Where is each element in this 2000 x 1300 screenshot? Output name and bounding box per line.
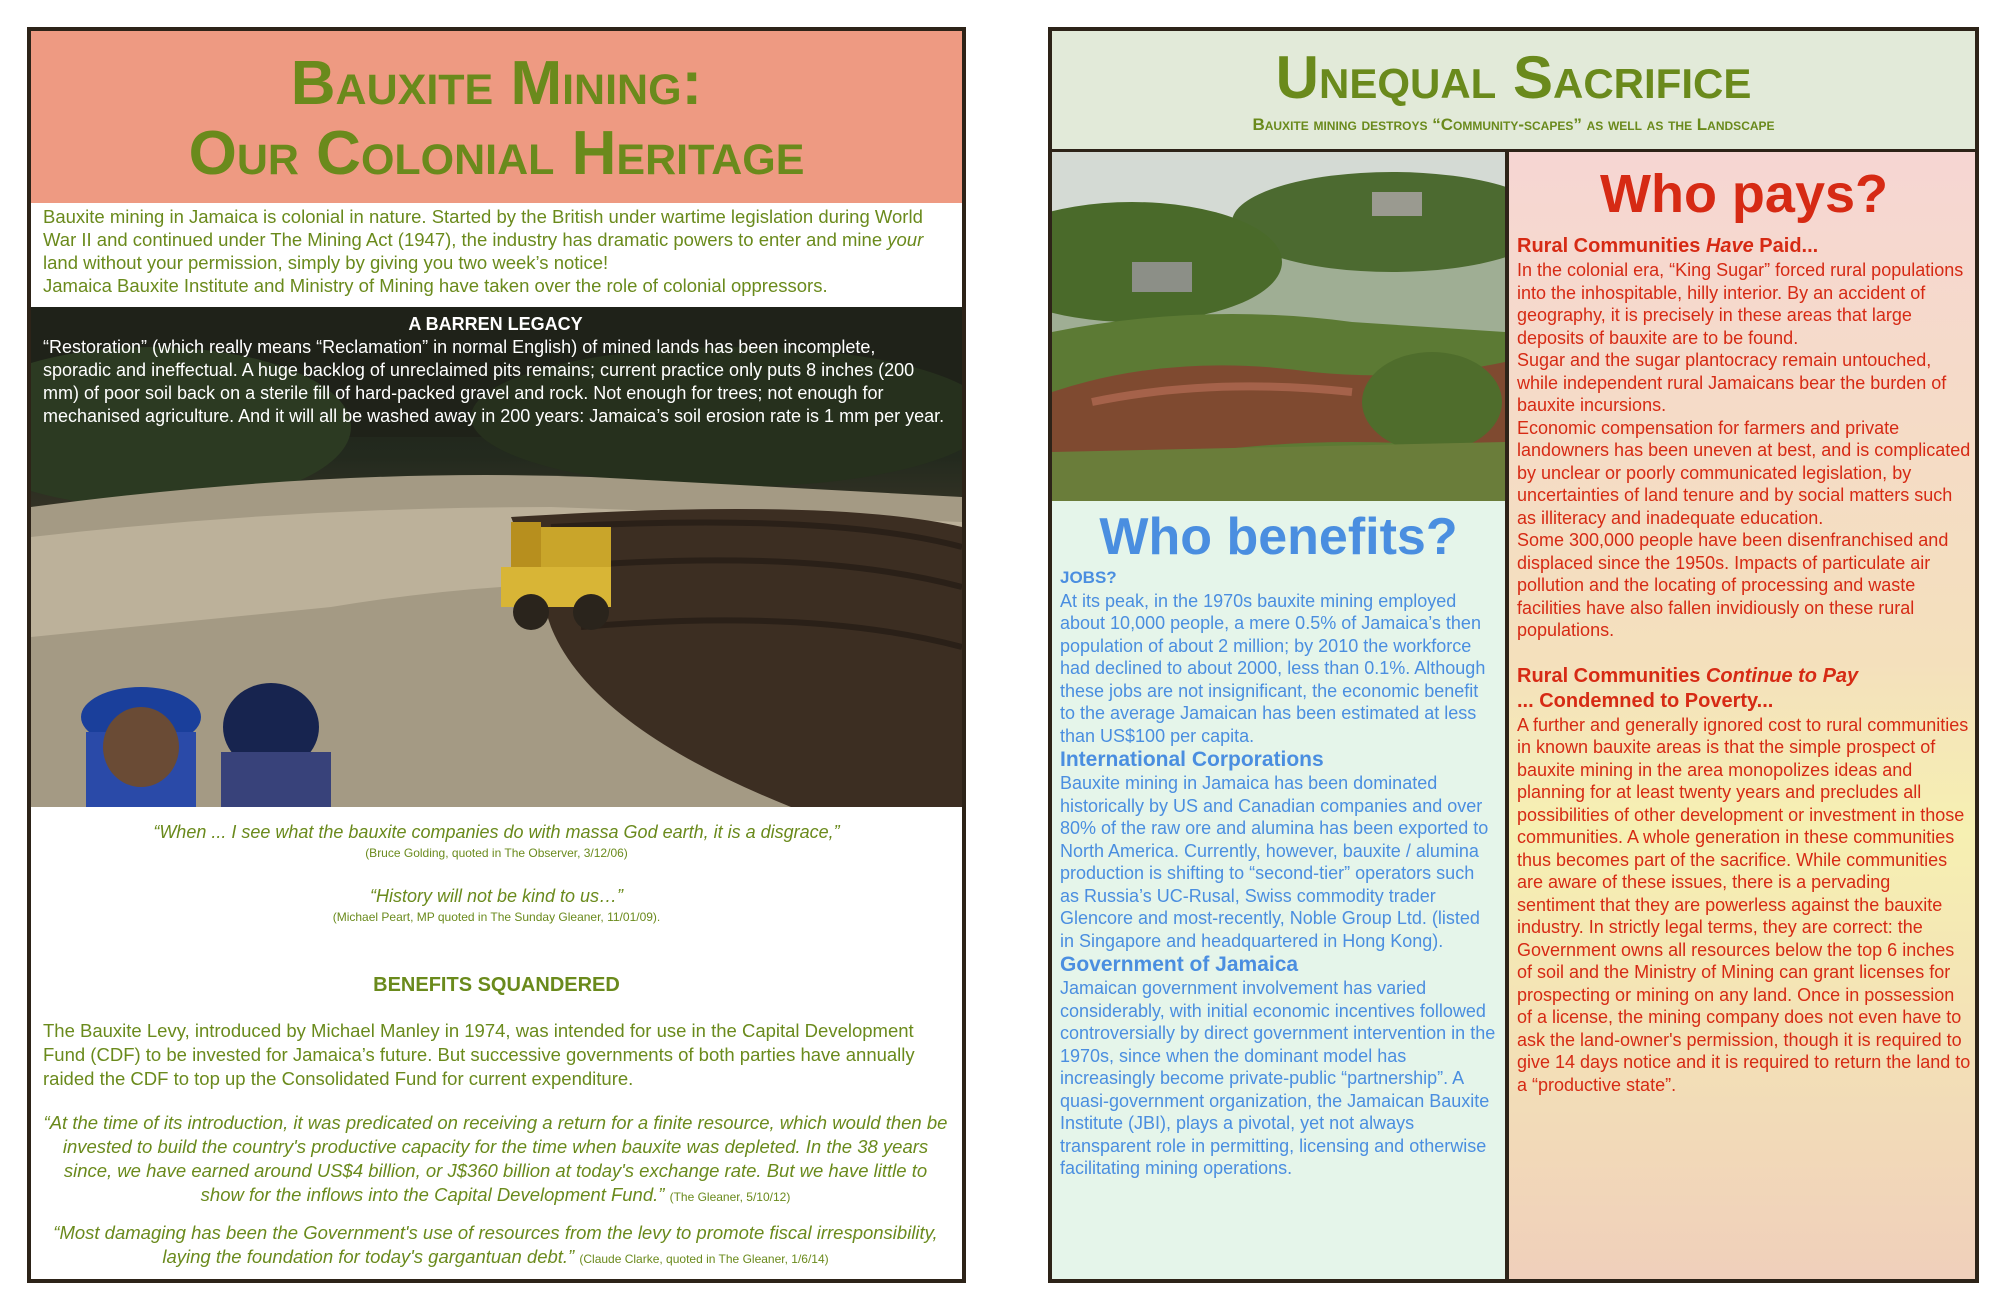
benefits-squandered-heading: BENEFITS SQUANDERED xyxy=(373,974,620,996)
right-subtitle: Bauxite mining destroys “Community-scapes” as well as the Landscape xyxy=(1252,115,1775,134)
who-pays-p5: A further and generally ignored cost to rural communities in known bauxite areas is that the simple prospect of bauxite mining in the area monopolizes ideas and planning for at least twenty years and precludes all possibilities of other development or investment in those communities. A whole generation in these communities thus becomes part of the sacrifice. While communities are aware of these issues, there is a pervading sentiment that they are powerless against the bauxite industry. In strictly legal terms, they are correct: the Government owns all resources below the top 6 inches of soil and the Ministry of Mining can grant licenses for prospecting or mining on any land. Once in possession of a license, the mining company does not even have to ask the land-owner's permission, though it is required to give 14 days notice and it is required to return the land to a “productive state”. xyxy=(1517,714,1971,1095)
government-text: Jamaican government involvement has varied considerably, with initial economic incentives followed controversially by direct government intervention in the 1970s, since when the dominant model has increasingly become private-public “partnership”. A quasi-government organization, the Jamaican Bauxite Institute (JBI), plays a pivotal, yet not always transparent role in permitting, licensing and otherwise facilitating mining operations. xyxy=(1060,978,1496,1178)
intro-p1-end: land without your permission, simply by giving you two week’s notice! xyxy=(43,252,609,273)
right-title: Unequal Sacrifice xyxy=(1275,44,1752,111)
who-benefits-heading: Who benefits? xyxy=(1099,508,1458,566)
government-heading: Government of Jamaica xyxy=(1060,953,1299,976)
right-header xyxy=(1052,31,1975,152)
barren-legacy-text: “Restoration” (which really means “Reclamation” in normal English) of mined lands has been incomplete, sporadic and ineffectual. A huge backlog of unreclaimed pits remains; current practice only puts 8 inches (200 mm) of poor soil back on a sterile fill of hard-packed gravel and rock. Not enough for trees; not enough for mechanised agriculture. And it will all be washed away in 200 years: Jamaica’s soil erosion rate is 1 mm per year. xyxy=(43,337,945,426)
rural-paid-heading xyxy=(1517,234,1971,259)
rural-paid-heading-c: Paid... xyxy=(1759,235,1819,257)
rural-continue-heading-a: Rural Communities xyxy=(1517,664,1701,687)
who-pays-p4: Some 300,000 people have been disenfranchised and displaced since the 1950s. Impacts of particulate air pollution and the locating of processing and waste facilities have also fallen invidiously on these rural populations. xyxy=(1517,530,1949,640)
intro-text xyxy=(43,205,958,297)
quote-clarke xyxy=(43,1221,948,1271)
quote-golding: “When ... I see what the bauxite companies do with massa God earth, it is a disgrace,” xyxy=(153,822,840,842)
intl-corporations-text: Bauxite mining in Jamaica has been dominated historically by US and Canadian companies and over 80% of the raw ore and alumina has been exported to North America. Currently, however, bauxite / alumina production is shifting to “second-tier” operators such as Russia’s UC-Rusal, Swiss commodity trader Glencore and most-recently, Noble Group Ltd. (listed in Singapore and headquartered in Hong Kong). xyxy=(1060,773,1489,951)
quote-golding-source: (Bruce Golding, quoted in The Observer, 3/12/06) xyxy=(365,846,628,860)
quote-gleaner-source: (The Gleaner, 5/10/12) xyxy=(669,1190,791,1204)
intro-your: your xyxy=(887,229,924,250)
right-panel xyxy=(1048,27,1979,1283)
rural-continue-heading xyxy=(1517,664,1971,689)
rural-paid-heading-a: Rural Communities xyxy=(1517,235,1701,257)
quote-peart-source: (Michael Peart, MP quoted in The Sunday Gleaner, 11/01/09). xyxy=(332,910,661,924)
quote-gleaner-text: “At the time of its introduction, it was predicated on receiving a return for a finite resource, which would then be invested to build the country's productive capacity for the time when bauxite was depleted. In the 38 years since, we have earned around US$4 billion, or J$360 billion at today's exchange rate. But we have little to show for the inflows into the Capital Development Fund.” xyxy=(43,1112,948,1205)
left-title xyxy=(31,31,962,189)
condemned-heading: ... Condemned to Poverty... xyxy=(1517,689,1774,712)
intro-p2: Jamaica Bauxite Institute and Ministry of Mining have taken over the role of colonial oppressors. xyxy=(43,275,828,296)
quote-clarke-source: (Claude Clarke, quoted in The Gleaner, 1/6/14) xyxy=(579,1252,829,1266)
who-benefits-column xyxy=(1052,501,1505,1283)
barren-legacy-heading: A BARREN LEGACY xyxy=(408,314,583,334)
rural-paid-heading-b: Have xyxy=(1705,235,1754,257)
quote-clarke-text: “Most damaging has been the Government's use of resources from the levy to promote fiscal irresponsibility, laying the foundation for today's gargantuan debt.” xyxy=(53,1222,938,1267)
barren-legacy xyxy=(43,313,948,428)
who-pays-column xyxy=(1509,152,1979,1283)
who-pays-heading: Who pays? xyxy=(1599,164,1888,224)
who-pays-p3: Economic compensation for farmers and private landowners has been uneven at best, and is complicated by unclear or poorly communicated legislation, by uncertainties of land tenure and by social matters such as illiteracy and inadequate education. xyxy=(1517,417,1971,528)
left-title-line2: Our Colonial Heritage xyxy=(188,119,805,188)
left-title-line1: Bauxite Mining: xyxy=(290,49,703,118)
bauxite-levy-text: The Bauxite Levy, introduced by Michael Manley in 1974, was intended for use in the Capital Development Fund (CDF) to be invested for Jamaica’s future. But successive governments of both parties have annually raided the CDF to top up the Consolidated Fund for current expenditure. xyxy=(43,1020,915,1089)
landscape-photo xyxy=(1052,152,1505,501)
who-benefits-text xyxy=(1052,567,1505,1180)
left-panel xyxy=(27,27,966,1283)
quote-gleaner xyxy=(43,1111,948,1209)
jobs-text: At its peak, in the 1970s bauxite mining employed about 10,000 people, a mere 0.5% of Jamaica’s then population of about 2 million; by 2010 the workforce had declined to about 2000, less than 0.1%. Although these jobs are not insignificant, the economic benefit to the average Jamaican has been estimated at less than US$100 per capita. xyxy=(1060,590,1486,746)
intl-corporations-heading: International Corporations xyxy=(1060,748,1324,771)
landscape-illustration xyxy=(1052,152,1505,501)
intro-p1: Bauxite mining in Jamaica is colonial in nature. Started by the British under wartime legislation during World War II and continued under The Mining Act (1947), the industry has dramatic powers to enter and mine xyxy=(43,206,923,250)
jobs-heading: JOBS? xyxy=(1060,568,1117,587)
house xyxy=(1132,262,1192,292)
mining-pit-photo xyxy=(31,307,962,807)
rural-continue-heading-b: Continue to Pay xyxy=(1705,664,1859,687)
who-pays-text xyxy=(1509,234,1979,1096)
who-pays-p2: Sugar and the sugar plantocracy remain untouched, while independent rural Jamaicans bear the burden of bauxite incursions. xyxy=(1517,350,1947,415)
quote-peart: “History will not be kind to us…” xyxy=(369,886,624,906)
who-pays-p1: In the colonial era, “King Sugar” forced rural populations into the inhospitable, hilly interior. By an accident of geography, it is precisely in these areas that large deposits of bauxite are to be found. xyxy=(1517,260,1964,348)
left-header xyxy=(31,31,962,203)
